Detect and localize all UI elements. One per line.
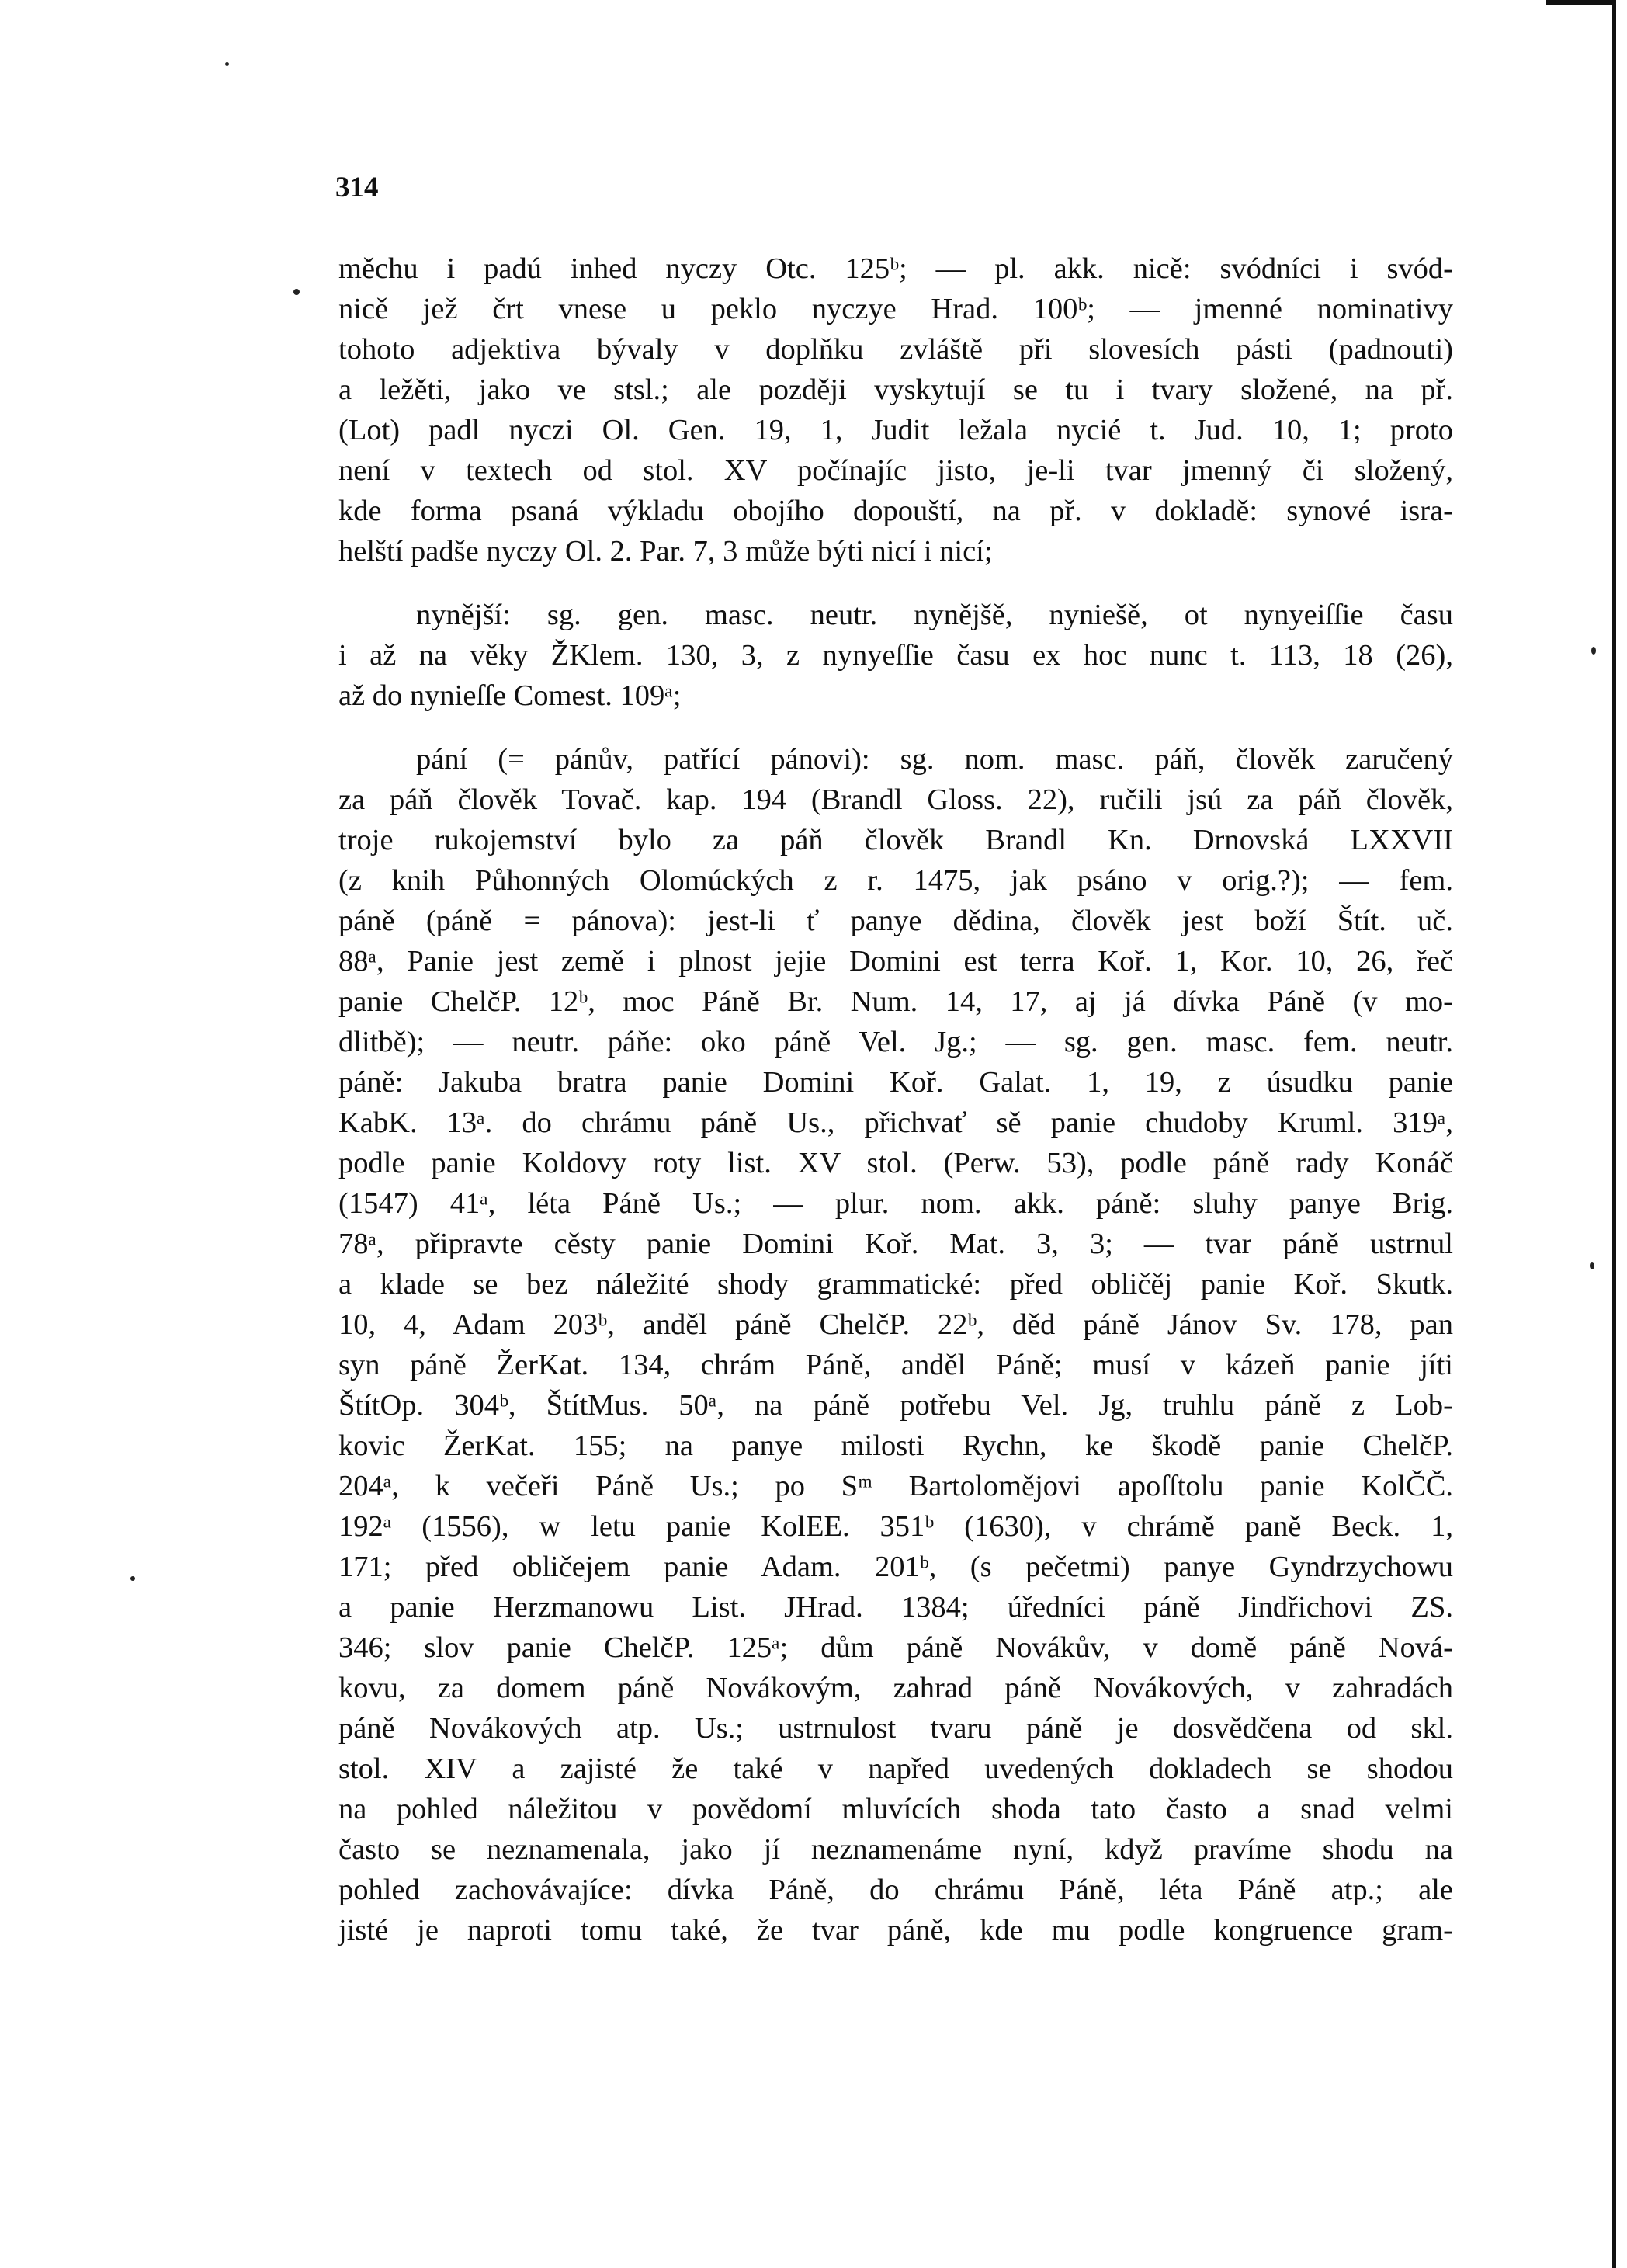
scan-speck	[1591, 647, 1596, 655]
text-line: ŠtítOp. 304ᵇ, ŠtítMus. 50ᵃ, na páně potřebu Vel. Jg, truhlu páně z Lob-	[338, 1389, 1453, 1422]
text-line: 346; slov panie ChelčP. 125ᵃ; dům páně Novákův, v domě páně Nová-	[338, 1631, 1453, 1664]
text-line: 204ᵃ, k večeři Páně Us.; po Sᵐ Bartolomějovi apoſſtolu panie KolČČ.	[338, 1470, 1453, 1502]
text-line: kovu, za domem páně Novákovým, zahrad páně Novákových, v zahradách	[338, 1672, 1453, 1704]
text-line: páně (páně = pánova): jest-li ť panye dědina, člověk jest boží Štít. uč.	[338, 905, 1453, 937]
text-line: (Lot) padl nyczi Ol. Gen. 19, 1, Judit ležala nycié t. Jud. 10, 1; proto	[338, 414, 1453, 446]
text-line: za páň člověk Tovač. kap. 194 (Brandl Gloss. 22), ručili jsú za páň člověk,	[338, 783, 1453, 816]
text-line: dlitbě); — neutr. páňe: oko páně Vel. Jg.; — sg. gen. masc. fem. neutr.	[338, 1026, 1453, 1058]
text-line: syn páně ŽerKat. 134, chrám Páně, anděl Páně; musí v kázeň panie jíti	[338, 1349, 1453, 1381]
text-line: a ležěti, jako ve stsl.; ale později vyskytují se tu i tvary složené, na př.	[338, 373, 1453, 406]
scan-speck	[293, 289, 300, 295]
text-line: a panie Herzmanowu List. JHrad. 1384; úředníci páně Jindřichovi ZS.	[338, 1591, 1453, 1624]
text-line: a klade se bez náležité shody grammatické: před obličěj panie Koř. Skutk.	[338, 1268, 1453, 1301]
text-line: (z knih Půhonných Olomúckých z r. 1475, jak psáno v orig.?); — fem.	[338, 864, 1453, 897]
text-line: páně Novákových atp. Us.; ustrnulost tvaru páně je dosvědčena od skl.	[338, 1712, 1453, 1745]
text-line: helští padše nyczy Ol. 2. Par. 7, 3 může býti nicí i nicí;	[338, 535, 993, 568]
text-line: nynější: sg. gen. masc. neutr. nynějšě, nyniešě, ot nynyeiſſie času	[416, 599, 1453, 631]
paragraph-nynejsi	[338, 595, 1453, 716]
text-line: na pohled náležitou v povědomí mluvících shoda tato často a snad velmi	[338, 1793, 1453, 1825]
text-line: troje rukojemství bylo za páň člověk Brandl Kn. Drnovská LXXVII	[338, 824, 1453, 856]
text-line: měchu i padú inhed nyczy Otc. 125ᵇ; — pl. akk. nicě: svódníci i svód-	[338, 252, 1453, 285]
text-line: tohoto adjektiva bývaly v doplňku zvláště při slovesích pásti (padnouti)	[338, 333, 1453, 366]
scan-speck	[225, 62, 229, 66]
scan-border-top	[1546, 0, 1616, 5]
text-line: stol. XIV a zajisté že také v napřed uvedených dokladech se shodou	[338, 1752, 1453, 1785]
text-line: 10, 4, Adam 203ᵇ, anděl páně ChelčP. 22ᵇ, děd páně Jánov Sv. 178, pan	[338, 1308, 1453, 1341]
text-line: kovic ŽerKat. 155; na panye milosti Rychn, ke škodě panie ChelčP.	[338, 1429, 1453, 1462]
text-line: páně: Jakuba bratra panie Domini Koř. Galat. 1, 19, z úsudku panie	[338, 1066, 1453, 1099]
scan-speck	[1590, 1262, 1594, 1269]
scan-speck	[130, 1576, 135, 1581]
scan-border-right	[1612, 0, 1616, 2268]
text-line: nicě jež črt vnese u peklo nyczye Hrad. 100ᵇ; — jmenné nominativy	[338, 293, 1453, 325]
text-line: 171; před obličejem panie Adam. 201ᵇ, (s pečetmi) panye Gyndrzychowu	[338, 1551, 1453, 1583]
text-line: jisté je naproti tomu také, že tvar páně, kde mu podle kongruence gram-	[338, 1914, 1453, 1947]
text-line: není v textech od stol. XV počínajíc jisto, je-li tvar jmenný či složený,	[338, 454, 1453, 487]
text-line: pání (= pánův, patřící pánovi): sg. nom. masc. páň, člověk zaručený	[416, 743, 1453, 776]
text-line: i až na věky ŽKlem. 130, 3, z nynyeſſie času ex hoc nunc t. 113, 18 (26),	[338, 639, 1453, 672]
dictionary-text	[338, 248, 1453, 1950]
paragraph-niky	[338, 248, 1453, 571]
text-line: často se neznamenala, jako jí neznamenáme nyní, když pravíme shodu na	[338, 1833, 1453, 1866]
text-line: kde forma psaná výkladu obojího dopouští, na př. v dokladě: synové isra-	[338, 495, 1453, 527]
text-line: panie ChelčP. 12ᵇ, moc Páně Br. Num. 14, 17, aj já dívka Páně (v mo-	[338, 985, 1453, 1018]
text-line: až do nynieſſe Comest. 109ᵃ;	[338, 679, 682, 712]
text-line: 78ᵃ, připravte cěsty panie Domini Koř. Mat. 3, 3; — tvar páně ustrnul	[338, 1228, 1453, 1260]
text-line: 88ᵃ, Panie jest země i plnost jejie Domini est terra Koř. 1, Kor. 10, 26, řeč	[338, 945, 1453, 978]
paragraph-pani	[338, 739, 1453, 1950]
text-line: podle panie Koldovy roty list. XV stol. (Perw. 53), podle páně rady Konáč	[338, 1147, 1453, 1179]
text-line: (1547) 41ᵃ, léta Páně Us.; — plur. nom. akk. páně: sluhy panye Brig.	[338, 1187, 1453, 1220]
text-line: 192ᵃ (1556), w letu panie KolEE. 351ᵇ (1630), v chrámě paně Beck. 1,	[338, 1510, 1453, 1543]
text-line: KabK. 13ᵃ. do chrámu páně Us., přichvať sě panie chudoby Kruml. 319ᵃ,	[338, 1106, 1453, 1139]
text-line: pohled zachovávajíce: dívka Páně, do chrámu Páně, léta Páně atp.; ale	[338, 1874, 1453, 1906]
page-number: 314	[335, 172, 379, 203]
